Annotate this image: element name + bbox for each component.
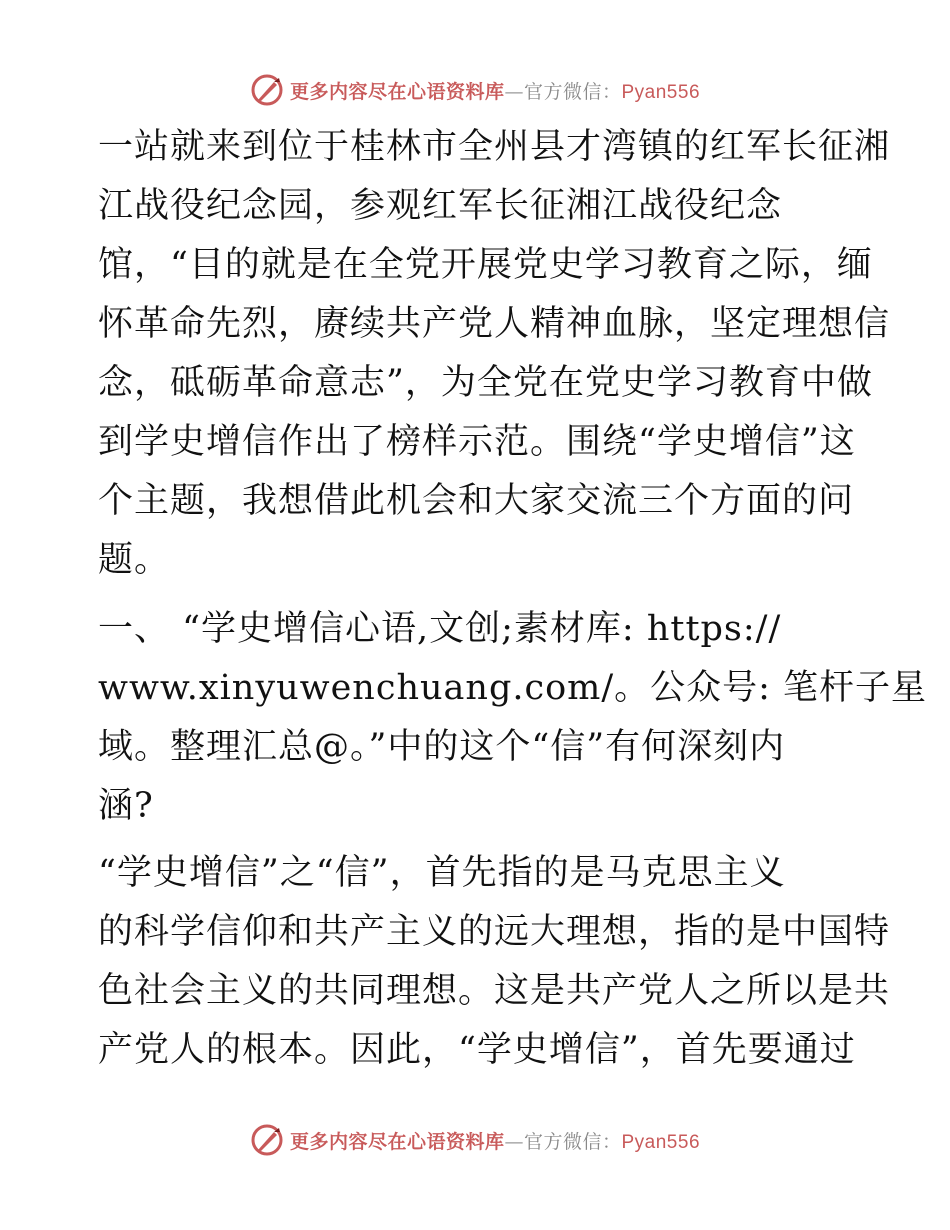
text-line: 馆，“目的就是在全党开展党史学习教育之际，缅	[98, 245, 873, 285]
text-line: 域。整理汇总@。”中的这个“信”有何深刻内	[98, 727, 786, 767]
paragraph-section-heading	[98, 600, 928, 836]
watermark-wechat-id: Pyan556	[621, 81, 701, 103]
text-line: 怀革命先烈，赓续共产党人精神血脉，坚定理想信	[98, 304, 891, 344]
text-line: “学史增信”之“信”，首先指的是马克思主义	[98, 853, 786, 893]
footer-watermark	[0, 1120, 950, 1160]
watermark-main: 更多内容尽在心语资料库	[289, 1130, 505, 1153]
text-line: 念，砥砺革命意志”，为全党在党史学习教育中做	[98, 363, 873, 403]
text-line: 一站就来到位于桂林市全州县才湾镇的红军长征湘	[98, 127, 891, 167]
watermark-wechat-label: 官方微信：	[523, 80, 622, 103]
text-line: 产党人的根本。因此，“学史增信”，首先要通过	[98, 1030, 856, 1070]
text-line: 的科学信仰和共产主义的远大理想，指的是中国特	[98, 912, 891, 952]
text-line: www.xinyuwenchuang.com/。公众号: 笔杆子星	[98, 668, 928, 708]
text-line: 色社会主义的共同理想。这是共产党人之所以是共	[98, 971, 891, 1011]
text-line: 题。	[98, 540, 171, 580]
section-heading-line: 一、 “学史增信心语,文创;素材库: https://	[98, 609, 782, 649]
paragraph-body	[98, 844, 891, 1080]
watermark-dash: —	[504, 1130, 524, 1153]
watermark-wechat-id: Pyan556	[621, 1131, 701, 1153]
header-watermark	[0, 70, 950, 110]
watermark-text	[290, 77, 700, 104]
text-line: 江战役纪念园，参观红军长征湘江战役纪念	[98, 186, 783, 226]
watermark-main: 更多内容尽在心语资料库	[289, 80, 505, 103]
watermark-wechat-label: 官方微信：	[523, 1130, 622, 1153]
watermark-text	[290, 1127, 700, 1154]
quill-logo-icon	[250, 73, 284, 107]
text-line: 到学史增信作出了榜样示范。围绕“学史增信”这	[98, 422, 856, 462]
paragraph-intro	[98, 118, 891, 590]
text-line: 个主题，我想借此机会和大家交流三个方面的问	[98, 481, 855, 521]
watermark-dash: —	[504, 80, 524, 103]
quill-logo-icon	[250, 1123, 284, 1157]
document-body	[98, 118, 928, 1080]
text-line: 涵?	[98, 786, 154, 826]
